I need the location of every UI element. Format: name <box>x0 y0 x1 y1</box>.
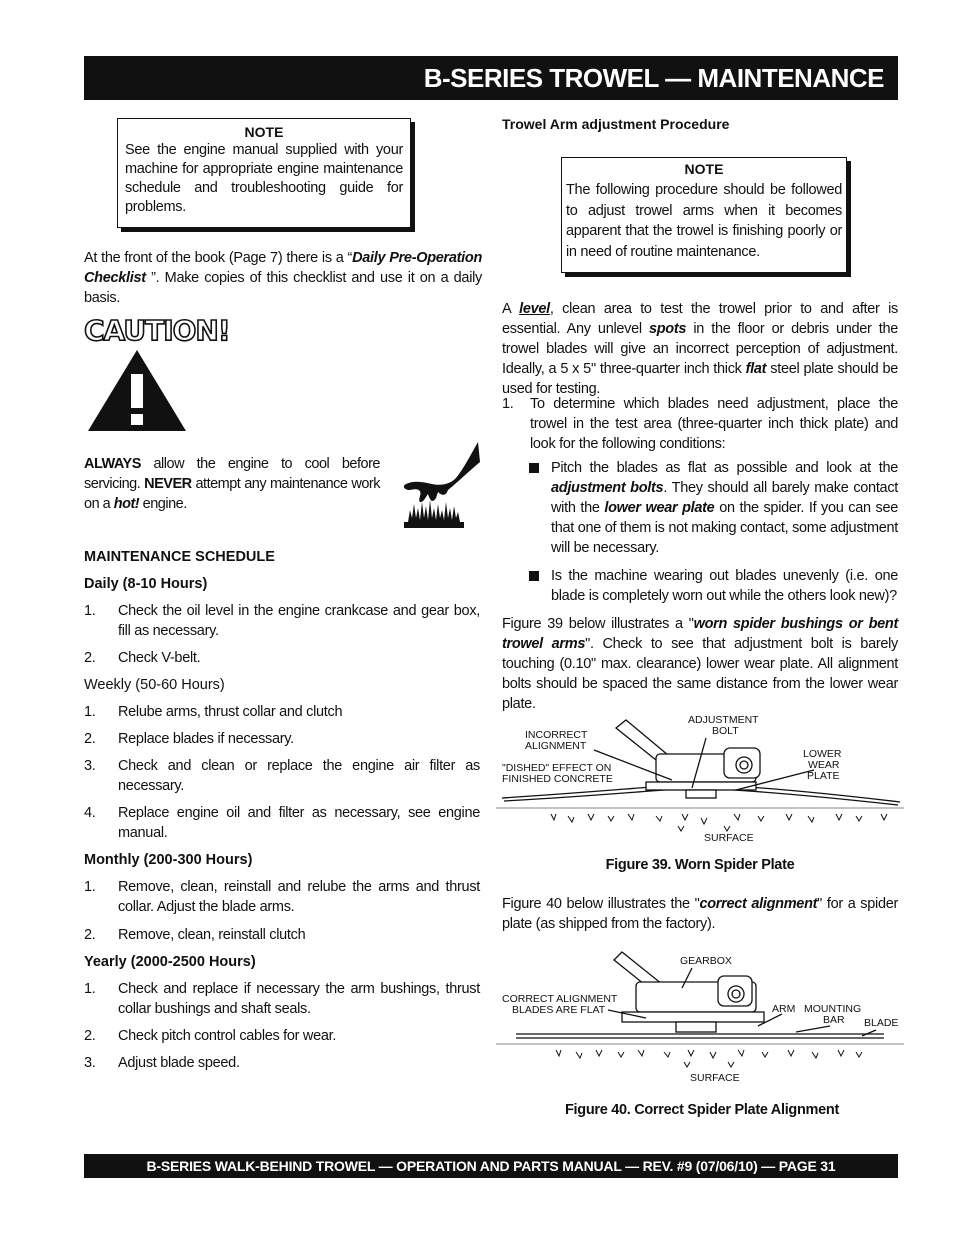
step-item <box>502 394 898 454</box>
bullet-text: Is the machine wearing out blades unevenly (i.e. one blade is completely worn out while the others look new)? <box>551 568 898 604</box>
page-header <box>84 56 898 100</box>
label-wear: WEAR <box>808 759 840 771</box>
list-item <box>84 729 480 749</box>
list-item <box>84 648 480 668</box>
fig40-emphasis: correct alignment <box>699 896 818 912</box>
item-text: Remove, clean, reinstall and relube the arms and thrust collar. Adjust the blade arms. <box>118 879 480 915</box>
list-item <box>84 756 480 796</box>
note-body: See the engine manual supplied with your machine for appropriate engine maintenance schedule and troubleshooting guide for problems. <box>125 142 403 215</box>
list-item <box>84 601 480 641</box>
label-mounting: MOUNTING <box>804 1003 862 1015</box>
list-item <box>84 702 480 722</box>
level-text-a: A <box>502 301 520 317</box>
item-number: 3. <box>84 758 96 774</box>
fig40-text-b: " for a spider plate (as shipped from the factory). <box>502 896 899 932</box>
item-text: Check and clean or replace the engine air filter as necessary. <box>118 758 480 794</box>
item-number: 1. <box>84 981 96 997</box>
item-number: 1. <box>84 603 96 619</box>
item-number: 1. <box>84 704 96 720</box>
item-text: Check pitch control cables for wear. <box>118 1028 337 1044</box>
item-number: 2. <box>84 650 96 666</box>
always-word: ALWAYS <box>84 456 141 472</box>
figure40-paragraph <box>502 894 898 934</box>
monthly-heading: Monthly (200-300 Hours) <box>84 852 253 868</box>
checklist-text-a: At the front of the book (Page 7) there is a “ <box>84 250 353 266</box>
figure39-worn-spider-plate <box>496 710 904 850</box>
caution-title: CAUTION! <box>84 314 230 347</box>
label-plate: PLATE <box>807 770 840 782</box>
bullet-square-icon <box>529 571 539 581</box>
list-item <box>84 925 480 945</box>
checklist-text-b: ”. Make copies of this checklist and use it on a daily basis. <box>84 270 482 306</box>
label-bar: BAR <box>823 1014 845 1026</box>
adjustment-bolts-word: adjustment bolts <box>551 480 664 496</box>
item-text: Check V-belt. <box>118 650 201 666</box>
spots-word: spots <box>648 321 687 337</box>
bullet-item <box>529 458 898 558</box>
level-word: level <box>519 301 550 317</box>
item-number: 2. <box>84 927 96 943</box>
note-title: NOTE <box>244 124 284 140</box>
item-text: Remove, clean, reinstall clutch <box>118 927 306 943</box>
item-text: Check the oil level in the engine crankcase and gear box, fill as necessary. <box>118 603 480 639</box>
weekly-heading: Weekly (50-60 Hours) <box>84 677 225 693</box>
label-finished-concrete: FINISHED CONCRETE <box>502 773 613 785</box>
always-text-a: allow the engine to cool before servicing. <box>84 456 380 492</box>
never-word: NEVER <box>144 476 192 492</box>
label-blade: BLADE <box>864 1017 899 1029</box>
label-arm: ARM <box>772 1003 796 1015</box>
bullet-item <box>529 566 898 606</box>
label-alignment: ALIGNMENT <box>525 740 587 752</box>
bullet-square-icon <box>529 463 539 473</box>
label-dished: "DISHED" EFFECT ON <box>502 762 612 774</box>
lower-wear-plate-word: lower wear plate <box>604 500 715 516</box>
level-text-b: , clean area to test the trowel prior to and after is essential. Any unlevel <box>502 301 898 337</box>
item-number: 2. <box>84 1028 96 1044</box>
always-paragraph <box>84 454 380 514</box>
list-item <box>84 803 480 843</box>
checklist-emphasis: Daily Pre-Operation Checklist <box>84 250 483 286</box>
step-text: To determine which blades need adjustment, place the trowel in the test area (three-quarter inch thick plate) and look for the following conditions: <box>530 396 898 452</box>
checklist-paragraph <box>84 248 482 308</box>
always-text-b: attempt any maintenance work on a <box>84 476 380 512</box>
figure39-caption: Figure 39. Worn Spider Plate <box>605 857 795 873</box>
list-item <box>84 1026 480 1046</box>
list-item <box>84 1053 480 1073</box>
label-adjustment: ADJUSTMENT <box>688 714 759 726</box>
warning-triangle-icon <box>86 348 188 433</box>
label-surface: SURFACE <box>690 1072 740 1084</box>
label-blades-flat: BLADES ARE FLAT <box>512 1004 606 1016</box>
note-title: NOTE <box>684 161 724 177</box>
step-number: 1. <box>502 396 514 412</box>
figure40-correct-spider-plate <box>496 948 904 1088</box>
label-lower: LOWER <box>803 748 842 760</box>
hot-word: hot! <box>113 496 140 512</box>
hot-surface-hand-icon <box>398 438 482 530</box>
daily-heading: Daily (8-10 Hours) <box>84 576 208 592</box>
item-text: Relube arms, thrust collar and clutch <box>118 704 343 720</box>
label-bolt: BOLT <box>712 725 739 737</box>
procedure-heading: Trowel Arm adjustment Procedure <box>502 116 730 132</box>
item-number: 2. <box>84 731 96 747</box>
label-incorrect: INCORRECT <box>525 729 588 741</box>
maintenance-schedule-heading: MAINTENANCE SCHEDULE <box>84 549 275 565</box>
level-text-c: in the floor or debris under the trowel blades will give an incorrect perception of adjustment. Ideally, a 5 x 5" three-quarter inch thick <box>502 321 899 377</box>
bullet-text-c: on the spider. If you can see that one of them is not making contact, some adjustment will be necessary. <box>551 500 898 556</box>
label-gearbox: GEARBOX <box>680 955 732 967</box>
level-paragraph <box>502 299 898 399</box>
yearly-heading: Yearly (2000-2500 Hours) <box>84 954 256 970</box>
item-text: Replace blades if necessary. <box>118 731 294 747</box>
level-text-d: steel plate should be used for testing. <box>502 361 898 397</box>
page-footer: B-SERIES WALK-BEHIND TROWEL — OPERATION AND PARTS MANUAL — REV. #9 (07/06/10) — PAGE 31 <box>84 1154 898 1178</box>
flat-word: flat <box>745 361 767 377</box>
fig39-text-a: Figure 39 below illustrates a " <box>502 616 694 632</box>
item-text: Check and replace if necessary the arm bushings, thrust collar bushings and shaft seals. <box>118 981 480 1017</box>
engine-note-box <box>117 118 411 228</box>
list-item <box>84 979 480 1019</box>
always-text-c: engine. <box>139 496 187 512</box>
label-surface: SURFACE <box>704 832 754 844</box>
fig39-emphasis: worn spider bushings or bent trowel arms <box>502 616 898 652</box>
item-number: 1. <box>84 879 96 895</box>
bullet-text-b: . They should all barely make contact with the <box>551 480 898 516</box>
page-title: B-SERIES TROWEL — MAINTENANCE <box>423 63 884 93</box>
bullet-text-a: Pitch the blades as flat as possible and look at the <box>551 460 898 476</box>
figure39-paragraph <box>502 614 898 714</box>
procedure-note-box <box>561 157 847 273</box>
item-text: Adjust blade speed. <box>118 1055 240 1071</box>
note-body: The following procedure should be followed to adjust trowel arms when it becomes apparent that the trowel is finishing poorly or in need of routine maintenance. <box>566 182 842 260</box>
item-number: 4. <box>84 805 96 821</box>
figure40-caption: Figure 40. Correct Spider Plate Alignment <box>564 1102 839 1118</box>
fig39-text-b: ". Check to see that adjustment bolt is barely touching (0.10" max. clearance) lower wear plate. All alignment bolts should be spaced the same distance from the lower wear plate. <box>502 636 898 712</box>
list-item <box>84 877 480 917</box>
label-correct-alignment: CORRECT ALIGNMENT <box>502 993 618 1005</box>
fig40-text-a: Figure 40 below illustrates the " <box>502 896 700 912</box>
item-text: Replace engine oil and filter as necessary, see engine manual. <box>118 805 480 841</box>
item-number: 3. <box>84 1055 96 1071</box>
